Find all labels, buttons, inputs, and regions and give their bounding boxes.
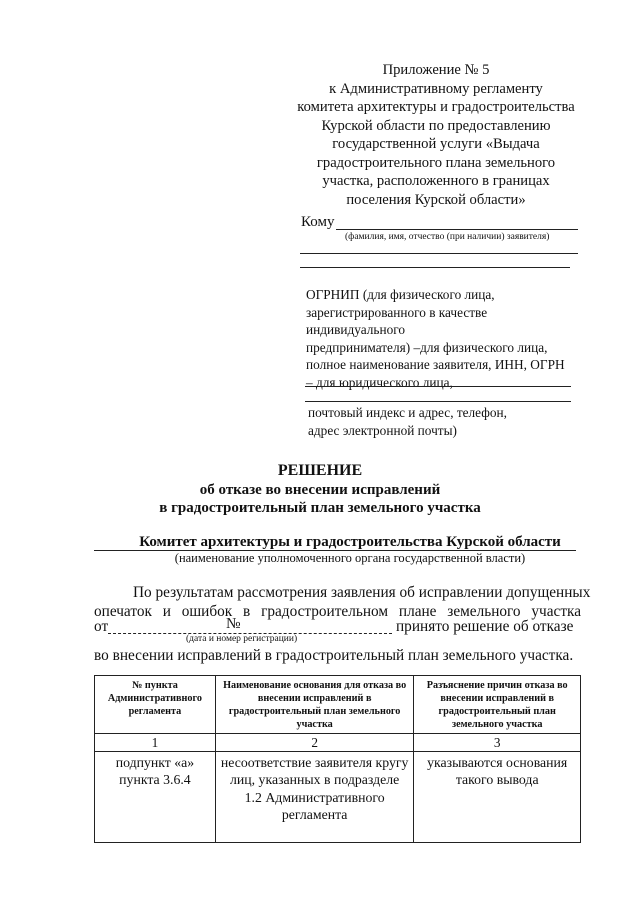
header-cell-basis: Наименование основания для отказа во внесении исправлений в градостроительный план земельного участка bbox=[215, 676, 414, 734]
cell-point: подпункт «а» пункта 3.6.4 bbox=[95, 752, 216, 843]
table-row bbox=[95, 752, 581, 843]
ogrn-line: ОГРНИП (для физического лица, bbox=[306, 287, 495, 302]
column-number: 2 bbox=[215, 734, 414, 752]
body-line-1: По результатам рассмотрения заявления об исправлении допущенных bbox=[133, 584, 591, 601]
ogrn-line: предпринимателя) –для физического лица, bbox=[306, 339, 548, 355]
ogrn-line: индивидуального bbox=[306, 322, 405, 338]
from-label: от bbox=[94, 618, 109, 635]
ogrn-line: – для юридического лица, bbox=[306, 374, 453, 390]
addressee-line-5 bbox=[305, 401, 571, 402]
appendix-line: поселения Курской области» bbox=[346, 191, 526, 208]
postal-line: почтовый индекс и адрес, телефон, bbox=[308, 405, 507, 420]
appendix-line: комитета архитектуры и градостроительства bbox=[297, 99, 575, 115]
cell-explanation: указываются основания такого вывода bbox=[414, 752, 581, 843]
appendix-header bbox=[286, 61, 586, 209]
registration-caption: (дата и номер регистрации) bbox=[186, 634, 298, 644]
ogrn-note bbox=[306, 286, 565, 392]
appendix-line: участка, расположенного в границах bbox=[322, 173, 550, 189]
ogrn-line: зарегистрированного в качестве bbox=[306, 304, 488, 320]
appendix-line: Приложение № 5 bbox=[382, 62, 490, 78]
ogrn-line: полное наименование заявителя, ИНН, ОГРН bbox=[306, 357, 565, 373]
appendix-line: градостроительного плана земельного bbox=[316, 154, 556, 171]
decision-subtitle-2: в градостроительный план земельного участка bbox=[159, 500, 481, 516]
header-cell-explanation: Разъяснение причин отказа во внесении исправлений в градостроительный план земельного участка bbox=[414, 676, 581, 734]
authority-caption: (наименование уполномоченного органа государственной власти) bbox=[174, 551, 526, 565]
decision-subtitle-1: об отказе во внесении исправлений bbox=[199, 482, 441, 498]
body-line-4: во внесении исправлений в градостроительный план земельного участка. bbox=[94, 647, 574, 664]
cell-basis: несоответствие заявителя кругу лиц, указанных в подразделе 1.2 Административного регламента bbox=[215, 752, 414, 843]
addressee-caption: (фамилия, имя, отчество (при наличии) заявителя) bbox=[345, 232, 550, 242]
appendix-line: к Административному регламенту bbox=[329, 80, 543, 97]
table-header-row bbox=[95, 676, 581, 734]
authority-name: Комитет архитектуры и градостроительства Курской области bbox=[139, 534, 561, 550]
table-number-row bbox=[95, 734, 581, 752]
column-number: 3 bbox=[414, 734, 581, 752]
header-cell-point: № пункта Административного регламента bbox=[95, 676, 216, 734]
addressee-line-2 bbox=[300, 253, 578, 254]
appendix-line: Курской области по предоставлению bbox=[321, 117, 551, 134]
postal-line: адрес электронной почты) bbox=[308, 422, 457, 438]
decision-text: принято решение об отказе bbox=[396, 618, 574, 635]
addressee-name-line bbox=[336, 229, 578, 230]
body-line-2: опечаток и ошибок в градостроительном плане земельного участка bbox=[94, 603, 581, 620]
postal-note bbox=[308, 404, 507, 439]
refusal-table bbox=[94, 675, 581, 843]
addressee-line-3 bbox=[300, 267, 570, 268]
addressee-line-4 bbox=[305, 386, 571, 387]
column-number: 1 bbox=[95, 734, 216, 752]
addressee-label: Кому bbox=[301, 214, 335, 230]
appendix-line: государственной услуги «Выдача bbox=[332, 136, 540, 152]
number-label: № bbox=[226, 615, 241, 632]
decision-title: РЕШЕНИЕ bbox=[277, 462, 363, 479]
